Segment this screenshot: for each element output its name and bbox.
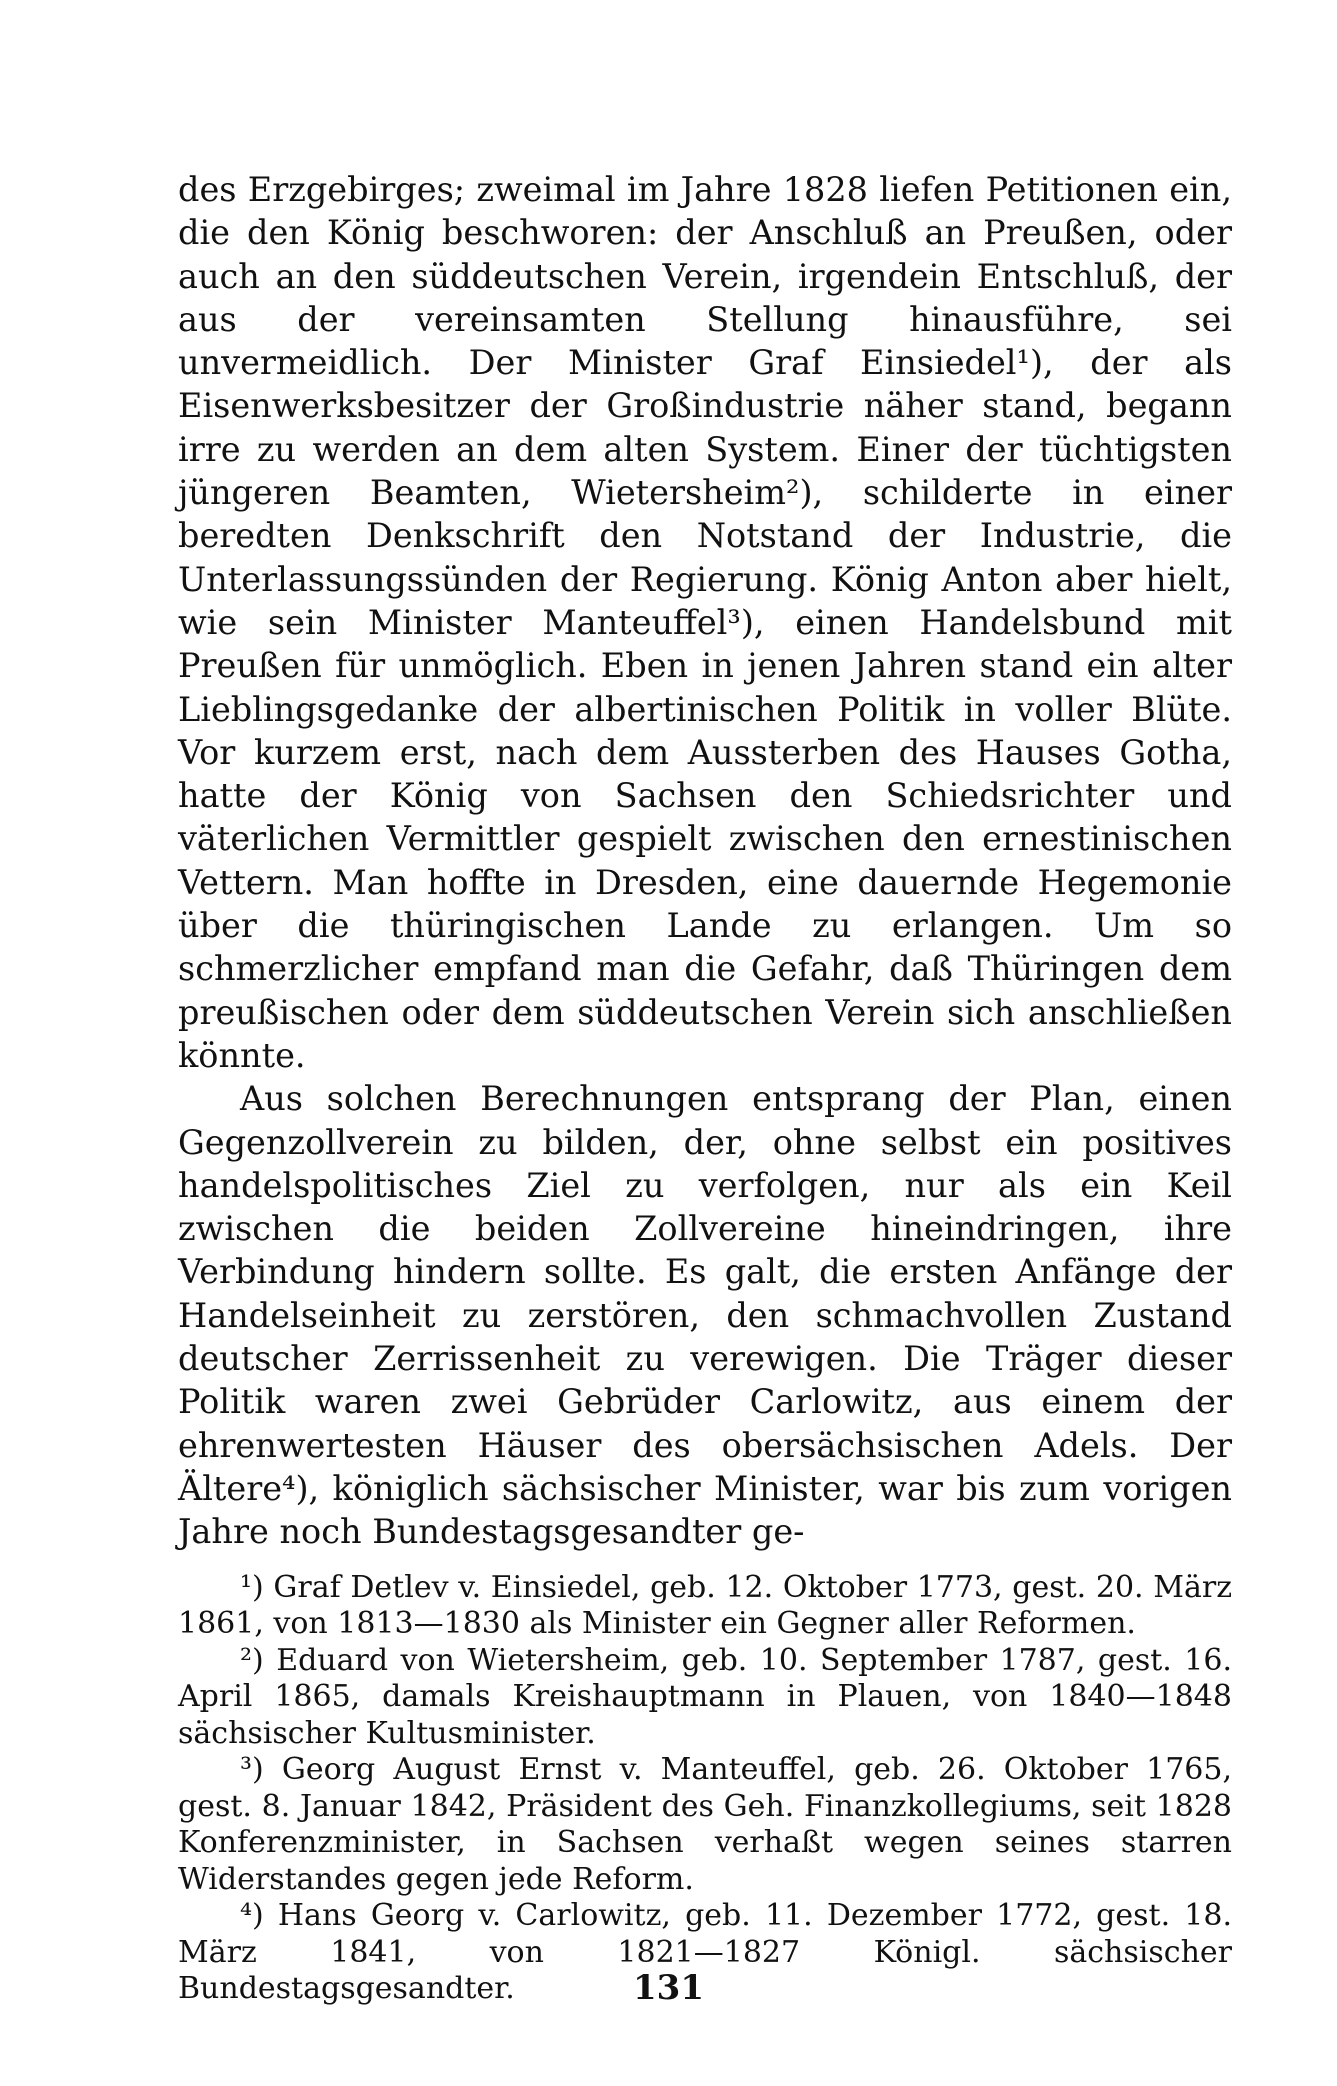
footnote-4: ⁴) Hans Georg v. Carlowitz, geb. 11. Dezember 1772, gest. 18. März 1841, von 1821—1827 Königl. sächsischer Bundestagsgesandter. bbox=[178, 1898, 1232, 2006]
footnote-1: ¹) Graf Detlev v. Einsiedel, geb. 12. Oktober 1773, gest. 20. März 1861, von 1813—1830 als Minister ein Gegner aller Reformen. bbox=[178, 1569, 1232, 1641]
main-text bbox=[178, 168, 1232, 1554]
paragraph-2: Aus solchen Berechnungen entsprang der Plan, einen Gegenzollverein zu bilden, der, ohne selbst ein positives handelspolitisches Ziel zu verfolgen, nur als ein Keil zwischen die beiden Zollvereine hineindringen, ihre Verbindung hindern sollte. Es galt, die ersten Anfänge der Handelseinheit zu zerstören, den schmachvollen Zustand deutscher Zerrissenheit zu verewigen. Die Träger dieser Politik waren zwei Gebrüder Carlowitz, aus einem der ehrenwertesten Häuser des obersächsischen Adels. Der Ältere⁴), königlich sächsischer Minister, war bis zum vorigen Jahre noch Bundestagsgesandter ge- bbox=[178, 1079, 1232, 1552]
page-number: 131 bbox=[633, 1968, 704, 2008]
paragraph-1: des Erzgebirges; zweimal im Jahre 1828 liefen Petitionen ein, die den König beschworen: der Anschluß an Preußen, oder auch an den süddeutschen Verein, irgendein Entschluß, der aus der vereinsamten Stellung hinausführe, sei unvermeidlich. Der Minister Graf Einsiedel¹), der als Eisenwerksbesitzer der Großindustrie näher stand, begann irre zu werden an dem alten System. Einer der tüchtigsten jüngeren Beamten, Wietersheim²), schilderte in einer beredten Denkschrift den Notstand der Industrie, die Unterlassungssünden der Regierung. König Anton aber hielt, wie sein Minister Manteuffel³), einen Handelsbund mit Preußen für unmöglich. Eben in jenen Jahren stand ein alter Lieblingsgedanke der albertinischen Politik in voller Blüte. Vor kurzem erst, nach dem Aussterben des Hauses Gotha, hatte der König von Sachsen den Schiedsrichter und väterlichen Vermittler gespielt zwischen den ernestinischen Vettern. Man hoffte in Dresden, eine dauernde Hegemonie über die thüringischen Lande zu erlangen. Um so schmerzlicher empfand man die Gefahr, daß Thüringen dem preußischen oder dem süddeutschen Verein sich anschließen könnte. bbox=[178, 170, 1232, 1075]
footnotes bbox=[178, 1570, 1232, 2008]
footnote-3: ³) Georg August Ernst v. Manteuffel, geb. 26. Oktober 1765, gest. 8. Januar 1842, Präsident des Geh. Finanzkollegiums, seit 1828 Konferenzminister, in Sachsen verhaßt wegen seines starren Widerstandes gegen jede Reform. bbox=[178, 1752, 1232, 1897]
footnote-2: ²) Eduard von Wietersheim, geb. 10. September 1787, gest. 16. April 1865, damals Kreishauptmann in Plauen, von 1840—1848 sächsischer Kultusminister. bbox=[178, 1642, 1232, 1751]
book-page bbox=[178, 168, 1232, 2008]
